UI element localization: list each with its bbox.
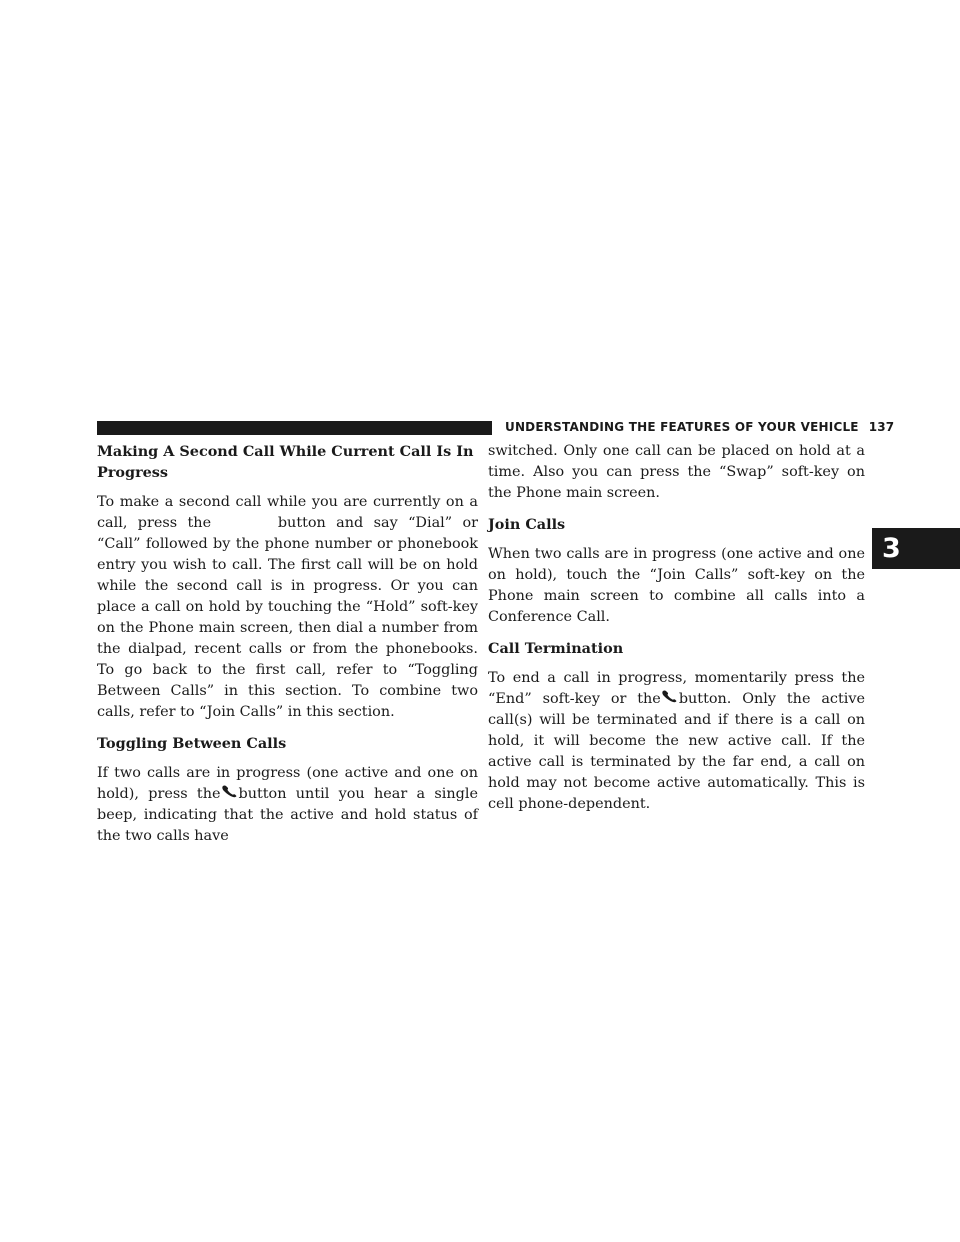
header-title: UNDERSTANDING THE FEATURES OF YOUR VEHICLE (505, 420, 859, 434)
section-paragraph-join-calls: When two calls are in progress (one active and one on hold), touch the “Join Calls” soft-key on the Phone main screen to combine all calls into a Conference Call. (488, 546, 865, 625)
section-paragraph-call-termination: To end a call in progress, momentarily press the “End” soft-key or the button. Only the active call(s) will be terminated and if there is a call on hold, it will become the new active call. If the active call is terminated by the far end, a call on hold may not become active automatically. This is cell phone-dependent. (488, 670, 866, 812)
page-number: 137 (868, 420, 895, 434)
left-column (97, 441, 478, 847)
section-paragraph-second-call: To make a second call while you are currently on a call, press the button and say “Dial” or “Call” followed by the phone number or phonebook entry you wish to call. The first call will be on hold while the second call is in progress. Or you can place a call on hold by touching the “Hold” soft-key on the Phone main screen, then dial a number from the dialpad, recent calls or from the phonebooks. To go back to the first call, refer to “Toggling Between Calls” in this section. To combine two calls, refer to “Join Calls” in this section. (97, 494, 479, 720)
phone-handset-icon (221, 785, 239, 799)
section-heading-call-termination: Call Termination (488, 640, 624, 657)
section-heading-second-call: Making A Second Call While Current Call Is In Progress (97, 443, 474, 481)
chapter-tab: 3 (872, 528, 960, 569)
phone-handset-icon (661, 690, 679, 704)
header-rule (97, 421, 492, 435)
right-column (488, 441, 865, 815)
running-header (505, 420, 894, 434)
continuation-paragraph: switched. Only one call can be placed on hold at a time. Also you can press the “Swap” soft-key on the Phone main screen. (488, 443, 865, 501)
section-heading-toggling: Toggling Between Calls (97, 735, 287, 752)
section-heading-join-calls: Join Calls (488, 516, 566, 533)
section-paragraph-toggling: If two calls are in progress (one active and one on hold), press the button until you hear a single beep, indicating that the active and hold status of the two calls have (97, 765, 478, 844)
